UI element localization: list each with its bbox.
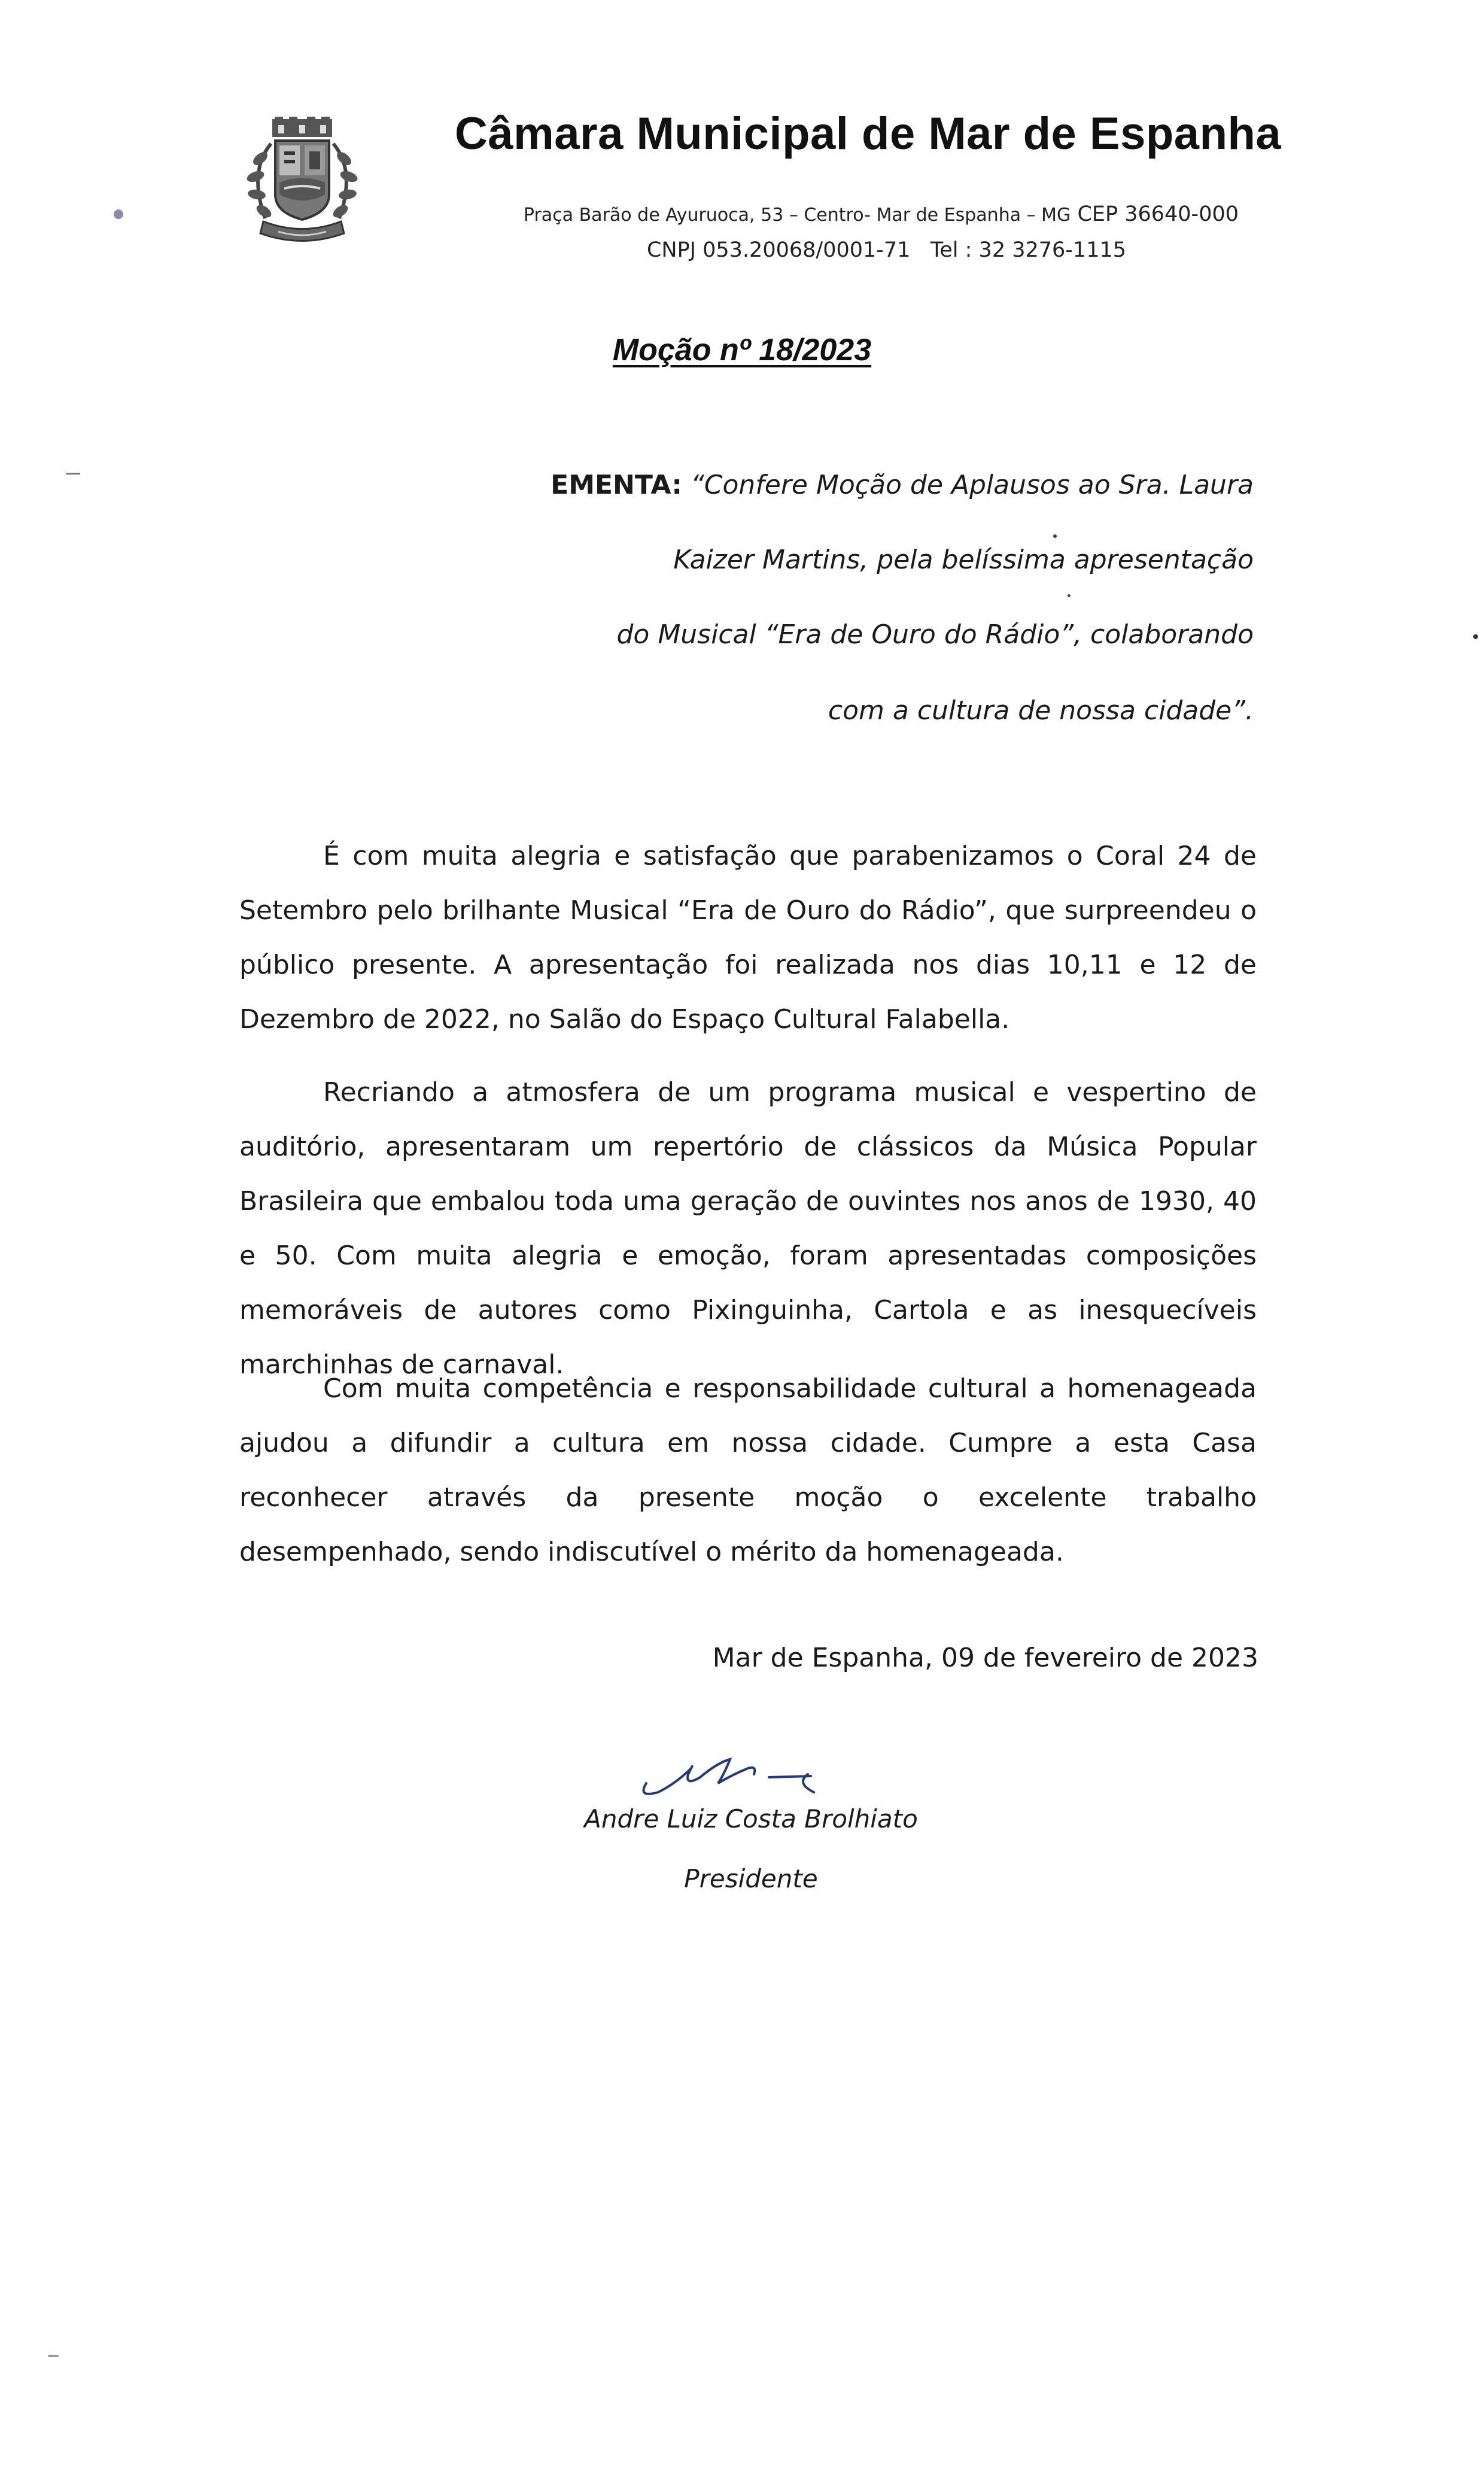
scan-speck xyxy=(114,209,123,219)
scan-speck xyxy=(48,2355,59,2357)
cep: CEP 36640-000 xyxy=(1077,202,1239,226)
date-line: Mar de Espanha, 09 de fevereiro de 2023 xyxy=(712,1643,1258,1673)
document-title: Moção nº 18/2023 xyxy=(612,333,872,367)
street-address: Praça Barão de Ayuruoca, 53 – Centro- Mar de Espanha – MG xyxy=(523,205,1071,226)
ementa-line-2: Kaizer Martins, pela belíssima apresentação xyxy=(673,545,1254,575)
ementa-line-1 xyxy=(0,470,1254,500)
ementa-line-3: do Musical “Era de Ouro do Rádio”, colaborando xyxy=(616,619,1254,650)
body-paragraph: É com muita alegria e satisfação que parabenizamos o Coral 24 de Setembro pelo brilhante Musical “Era de Ouro do Rádio”, que surpreendeu o público presente. A apresentação foi realizada nos dias 10,11 e 12 de Dezembro de 2022, no Salão do Espaço Cultural Falabella. xyxy=(239,841,1257,1035)
scan-speck xyxy=(1068,594,1071,597)
scan-speck xyxy=(66,473,80,475)
ementa-line-4: com a cultura de nossa cidade”. xyxy=(828,695,1254,726)
body-paragraph: Com muita competência e responsabilidade cultural a homenageada ajudou a difundir a cultura em nossa cidade. Cumpre a esta Casa reconhecer através da presente moção o excelente trabalho desempenhado, sendo indiscutível o mérito da homenageada. xyxy=(239,1373,1257,1567)
ementa-text: “Confere Moção de Aplausos ao Sra. Laura xyxy=(690,470,1254,500)
signer-name: Andre Luiz Costa Brolhiato xyxy=(584,1804,918,1834)
scan-speck xyxy=(1473,634,1478,639)
phone: Tel : 32 3276-1115 xyxy=(930,238,1126,262)
organization-name: Câmara Municipal de Mar de Espanha xyxy=(455,108,1282,159)
body-paragraph: Recriando a atmosfera de um programa musical e vespertino de auditório, apresentaram um repertório de clássicos da Música Popular Brasileira que embalou toda uma geração de ouvintes nos anos de 1930, 40 e 50. Com muita alegria e emoção, foram apresentadas composições memoráveis de autores como Pixinguinha, Cartola e as inesquecíveis marchinhas de carnaval. xyxy=(239,1077,1257,1380)
handwritten-signature xyxy=(634,1741,838,1807)
address-line xyxy=(0,202,1239,226)
scan-speck xyxy=(1053,534,1057,538)
cnpj: CNPJ 053.20068/0001-71 xyxy=(646,238,911,262)
ementa-label: EMENTA: xyxy=(551,470,682,500)
cnpj-line xyxy=(0,238,1126,262)
signer-role: Presidente xyxy=(684,1864,818,1893)
